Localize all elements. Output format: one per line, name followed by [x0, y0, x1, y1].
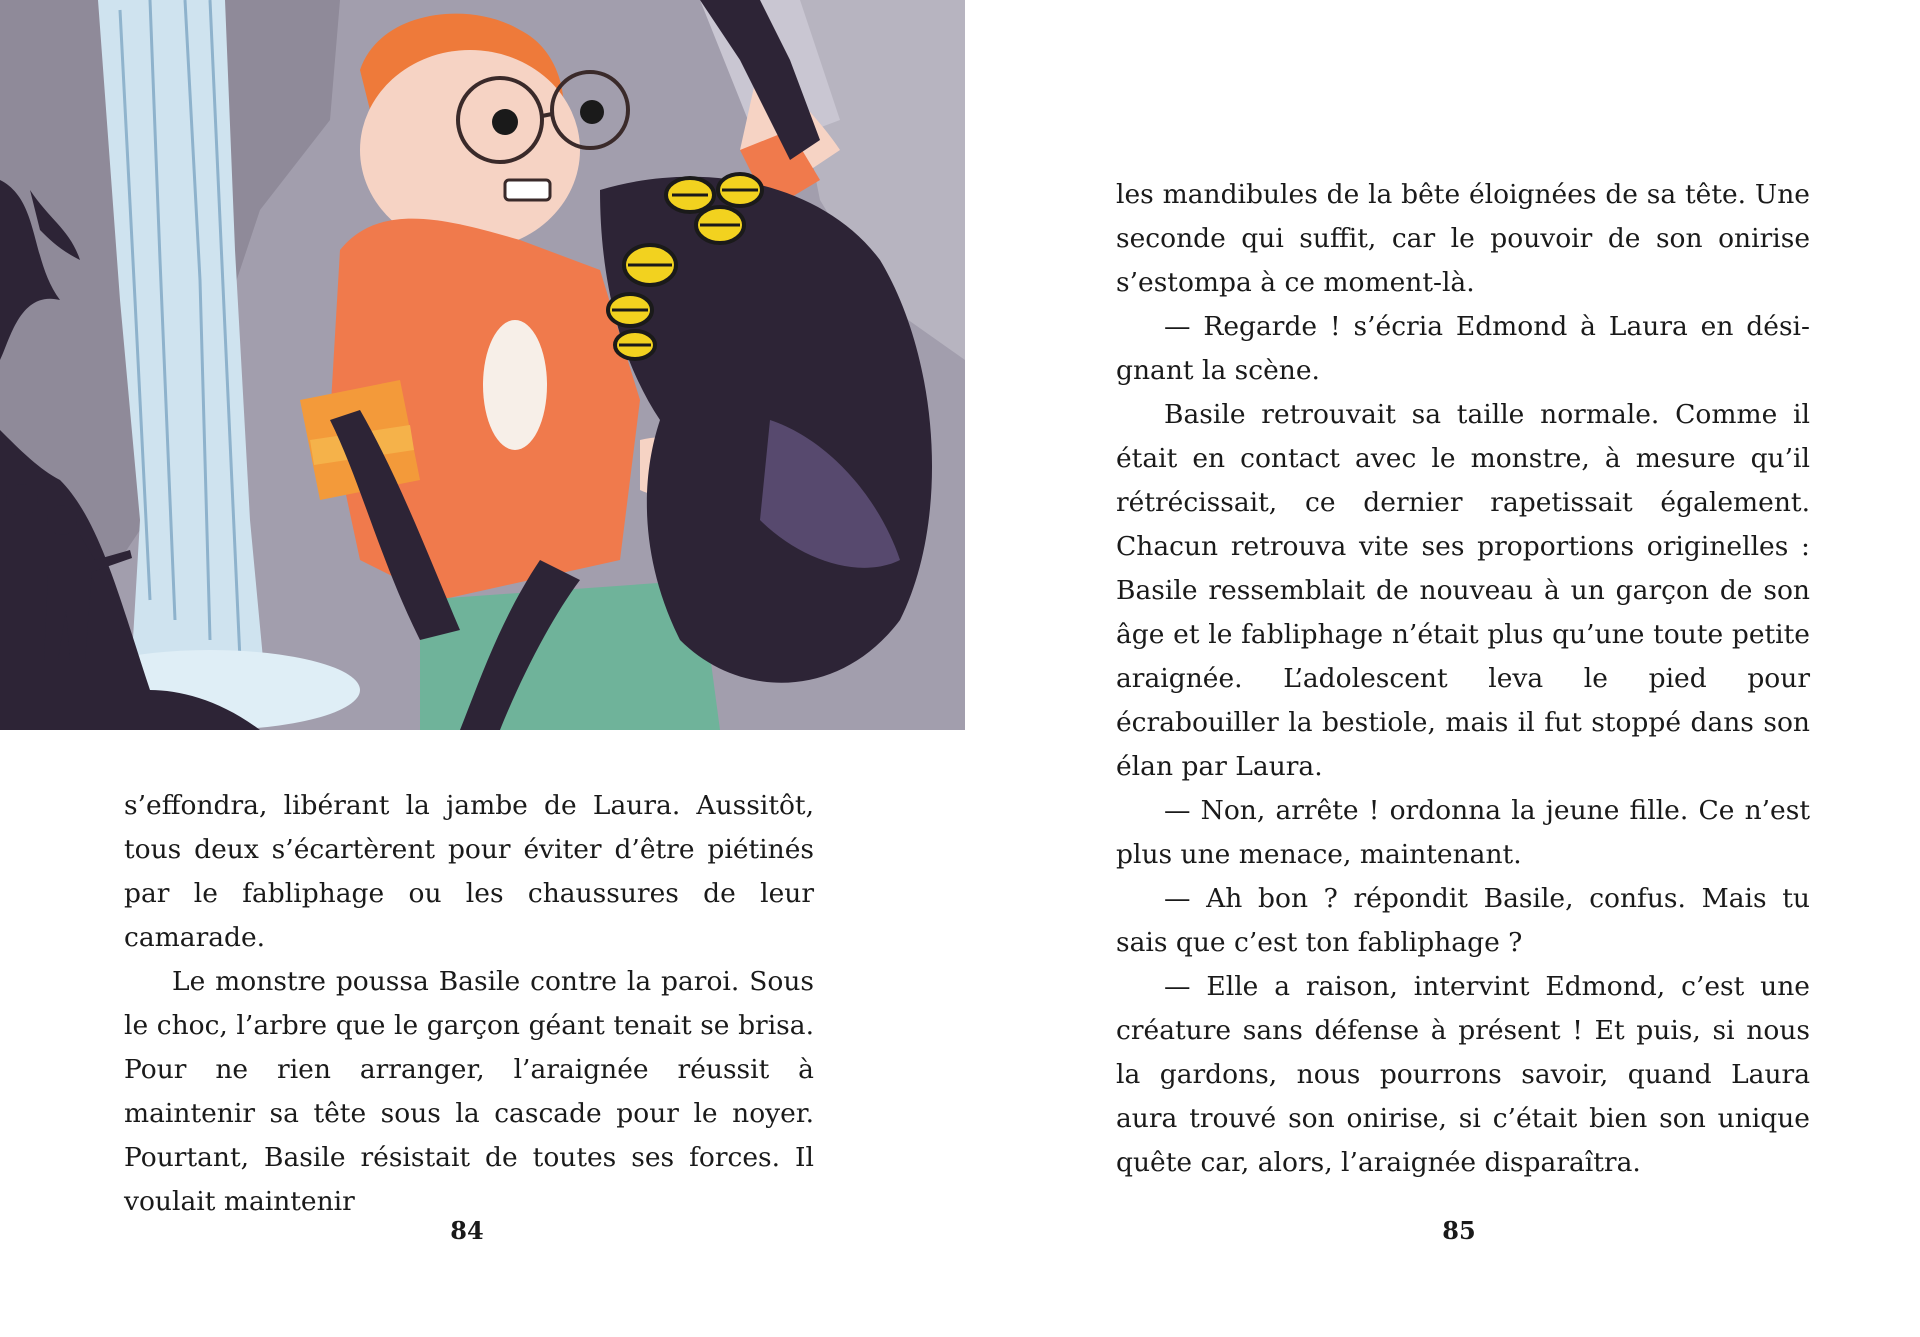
right-paragraph-2: — Regarde ! s’écria Edmond à Laura en désignant la scène.: [1116, 311, 1810, 386]
page-number-right: 85: [1442, 1216, 1476, 1245]
left-paragraph-1: s’effondra, libérant la jambe de Laura. Aussitôt, tous deux s’écartèrent pour éviter d’être piétinés par le fabliphage ou les chaussures de leur camarade.: [124, 790, 814, 953]
left-paragraph-2: Le monstre poussa Basile contre la paroi. Sous le choc, l’arbre que le garçon géant tenait se brisa. Pour ne rien arranger, l’araignée réussit à maintenir sa tête sous la cascade pour le noyer. Pourtant, Basile résistait de toutes ses forces. Il voulait maintenir: [124, 966, 814, 1217]
right-page-text: [1116, 173, 1810, 1185]
right-paragraph-3: Basile retrouvait sa taille normale. Comme il était en contact avec le monstre, à mesure qu’il rétrécissait, ce dernier rapetissait également. Chacun retrouva vite ses proportions originelles : Basile ressemblait de nouveau à un garçon de son âge et le fabliphage n’était plus qu’une toute petite araignée. L’adolescent leva le pied pour écrabouiller la bestiole, mais il fut stoppé dans son élan par Laura.: [1116, 399, 1810, 782]
page-number-left: 84: [450, 1216, 484, 1245]
right-paragraph-1: les mandibules de la bête éloignées de sa tête. Une seconde qui suffit, car le pouvoir de son onirise s’estompa à ce moment-là.: [1116, 179, 1810, 298]
illustration-boy-fighting-spider: [0, 0, 965, 730]
right-paragraph-6: — Elle a raison, intervint Edmond, c’est une créature sans défense à présent ! Et puis, si nous la gardons, nous pourrons savoir, quand Laura aura trouvé son onirise, si c’était bien son unique quête car, alors, l’araignée disparaîtra.: [1116, 971, 1810, 1178]
left-page-text: [124, 784, 814, 1224]
illustration-drawing: [0, 0, 965, 730]
right-paragraph-5: — Ah bon ? répondit Basile, confus. Mais tu sais que c’est ton fabliphage ?: [1116, 883, 1810, 958]
right-paragraph-4: — Non, arrête ! ordonna la jeune fille. Ce n’est plus une menace, maintenant.: [1116, 795, 1810, 870]
